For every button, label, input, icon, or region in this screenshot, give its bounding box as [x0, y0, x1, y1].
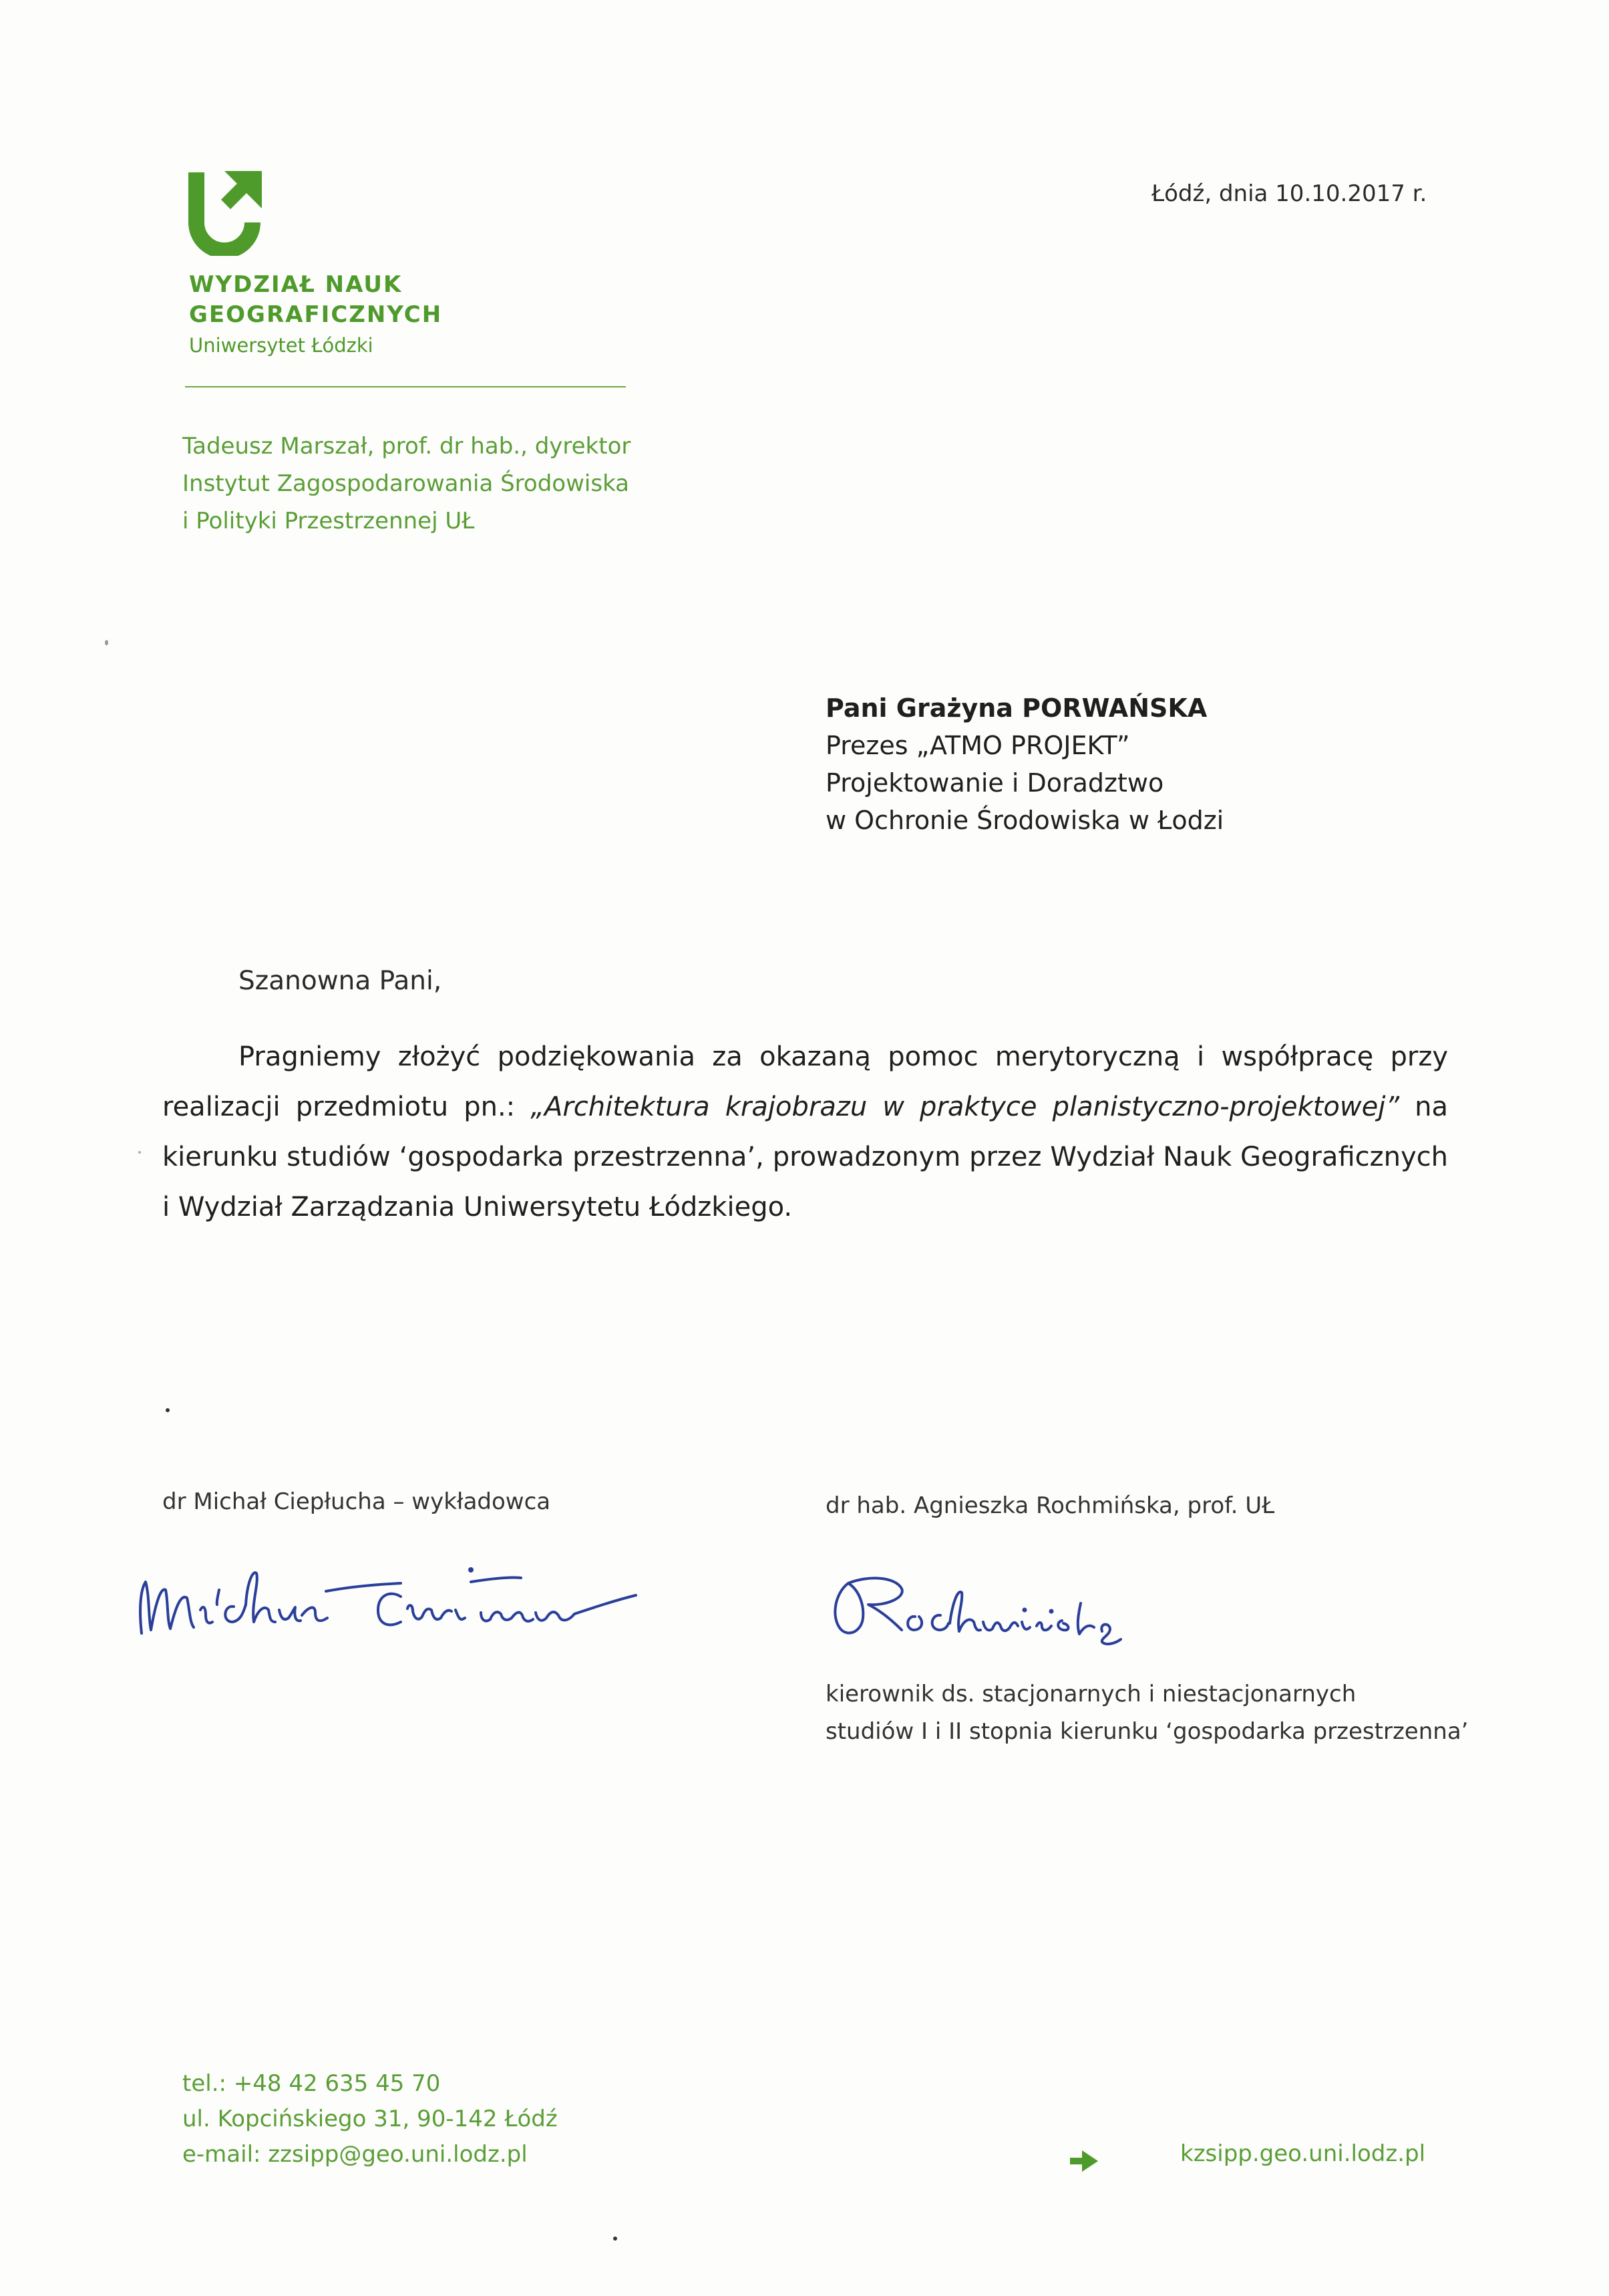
signature-right — [822, 1556, 1135, 1657]
footer-email: e-mail: zzsipp@geo.uni.lodz.pl — [182, 2141, 528, 2168]
recipient-line-2: Prezes „ATMO PROJEKT” — [826, 731, 1130, 760]
faculty-line-2: GEOGRAFICZNYCH — [189, 301, 443, 328]
sender-line-3: i Polityki Przestrzennej UŁ — [182, 508, 475, 534]
recipient-name: Pani Grażyna PORWAŃSKA — [826, 693, 1208, 723]
scan-speck — [166, 1408, 170, 1412]
sender-line-2: Instytut Zagospodarowania Środowiska — [182, 470, 629, 497]
footer-website: kzsipp.geo.uni.lodz.pl — [1180, 2140, 1426, 2167]
letter-body — [162, 1032, 1448, 1233]
footer-tel: tel.: +48 42 635 45 70 — [182, 2070, 441, 2097]
signatory-right-role — [826, 1675, 1468, 1750]
sender-line-1: Tadeusz Marszał, prof. dr hab., dyrektor — [182, 433, 631, 460]
header-divider — [185, 386, 626, 387]
ul-logo-arrow-icon — [187, 166, 264, 256]
arrow-right-icon — [1067, 2148, 1101, 2174]
recipient-line-3: Projektowanie i Doradztwo — [826, 768, 1164, 798]
role-line-2: studiów I i II stopnia kierunku ‘gospodarka przestrzenna’ — [826, 1718, 1469, 1745]
sender-block — [182, 428, 631, 540]
role-line-1: kierownik ds. stacjonarnych i niestacjonarnych — [826, 1681, 1357, 1707]
recipient-line-4: w Ochronie Środowiska w Łodzi — [826, 806, 1224, 835]
salutation: Szanowna Pani, — [238, 966, 442, 996]
faculty-name — [189, 270, 442, 330]
recipient-block — [826, 689, 1224, 839]
signature-left — [134, 1543, 688, 1650]
letter-date: Łódź, dnia 10.10.2017 r. — [1151, 180, 1427, 207]
footer-address: ul. Kopcińskiego 31, 90-142 Łódź — [182, 2106, 558, 2132]
signatory-left-label: dr Michał Ciepłucha – wykładowca — [162, 1488, 551, 1515]
faculty-line-1: WYDZIAŁ NAUK — [189, 271, 403, 298]
body-part-2: na kierunku studiów ‘gospodarka przestrzenna’, prowadzonym przez Wydział Nauk Geograficznych i Wydział Zarządzania Uniwersytetu Łódzkiego. — [162, 1092, 1448, 1222]
scan-speck — [138, 1151, 141, 1154]
body-part-1: Pragniemy złożyć podziękowania za okazaną pomoc merytoryczną i współpracę przy realizacji przedmiotu pn.: — [162, 1041, 1448, 1122]
course-title: „Architektura krajobrazu w praktyce planistyczno-projektowej” — [530, 1092, 1400, 1122]
scan-speck — [613, 2237, 617, 2241]
university-name: Uniwersytet Łódzki — [189, 334, 373, 357]
footer-contact — [182, 2066, 558, 2172]
scan-speck — [105, 640, 108, 645]
signatory-right-label: dr hab. Agnieszka Rochmińska, prof. UŁ — [826, 1492, 1275, 1519]
